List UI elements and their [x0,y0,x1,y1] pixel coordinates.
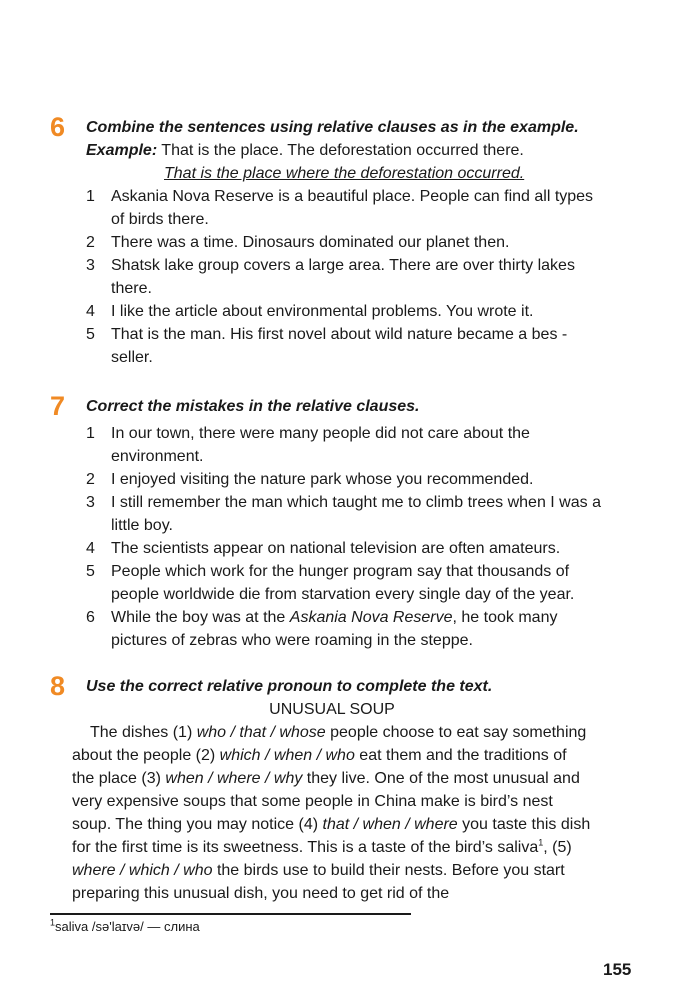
story-title: UNUSUAL SOUP [269,701,395,718]
list-item: 2 There was a time. Dinosaurs dominated our planet then. [86,234,510,251]
exercise-8 [50,671,610,905]
example-answer: That is the place where the deforestation occurred. [164,165,525,182]
story-paragraph: The dishes (1) who / that / whose people choose to eat say something about the people (2) which / when / who eat them and the traditions of the place (3) when / where / why they live. One of the most unusual and very expensive soups that some people in China make is bird’s nest soup. The thing you may notice (4) that / when / where you taste this dish for the first time is its sweetness. This is a taste of the bird’s saliva$^1$, (5) where / which / who the birds use to build their nests. Before you start preparing this unusual dish, you need to get rid of the [72,724,591,902]
exercise-number: 8 [50,671,66,701]
choice-2: which / when / who [219,747,355,764]
list-item: 4 I like the article about environmental problems. You wrote it. [86,303,534,320]
exercise-number: 7 [50,391,66,421]
example-line [86,139,610,162]
footnote-marker: 1 [538,837,544,848]
exercise-6 [50,112,610,369]
footnote: $^1$saliva /sə'laɪvə/ — слина [50,917,200,934]
exercise-instruction: Use the correct relative pronoun to complete the text. [86,678,493,695]
exercise-7 [50,391,610,652]
example-text: That is the place. The deforestation occurred there. [157,142,524,159]
choice-3: when / where / why [165,770,303,787]
list-item: 1 In our town, there were many people did not care about the environment. [86,425,530,465]
footnote-divider [50,913,411,915]
exercise-instruction: Combine the sentences using relative clauses as in the example. [86,119,579,136]
exercise-number: 6 [50,112,66,142]
example-label: Example: [86,142,158,159]
exercise-instruction: Correct the mistakes in the relative clauses. [86,398,420,415]
list-item: 6 While the boy was at the Askania Nova Reserve, he took many pictures of zebras who were roaming in the steppe. [86,609,558,649]
list-item: 3 I still remember the man which taught me to climb trees when I was a little boy. [86,494,601,534]
choice-4: that / when / where [322,816,458,833]
choice-5: where / which / who [72,862,213,879]
list-item: 3 Shatsk lake group covers a large area. There are over thirty lakes there. [86,257,575,297]
choice-1: who / that / whose [196,724,326,741]
exercise-list [50,422,610,652]
list-item: 1 Askania Nova Reserve is a beautiful place. People can find all types of birds there. [86,188,594,228]
list-item: 5 That is the man. His first novel about wild nature became a bes - seller. [86,326,568,366]
list-item: 2 I enjoyed visiting the nature park whose you recommended. [86,471,534,488]
page-number: 155 [603,960,632,979]
exercise-list [50,185,610,369]
list-item: 4 The scientists appear on national television are often amateurs. [86,540,561,557]
list-item: 5 People which work for the hunger program say that thousands of people worldwide die from starvation every single day of the year. [86,563,575,603]
